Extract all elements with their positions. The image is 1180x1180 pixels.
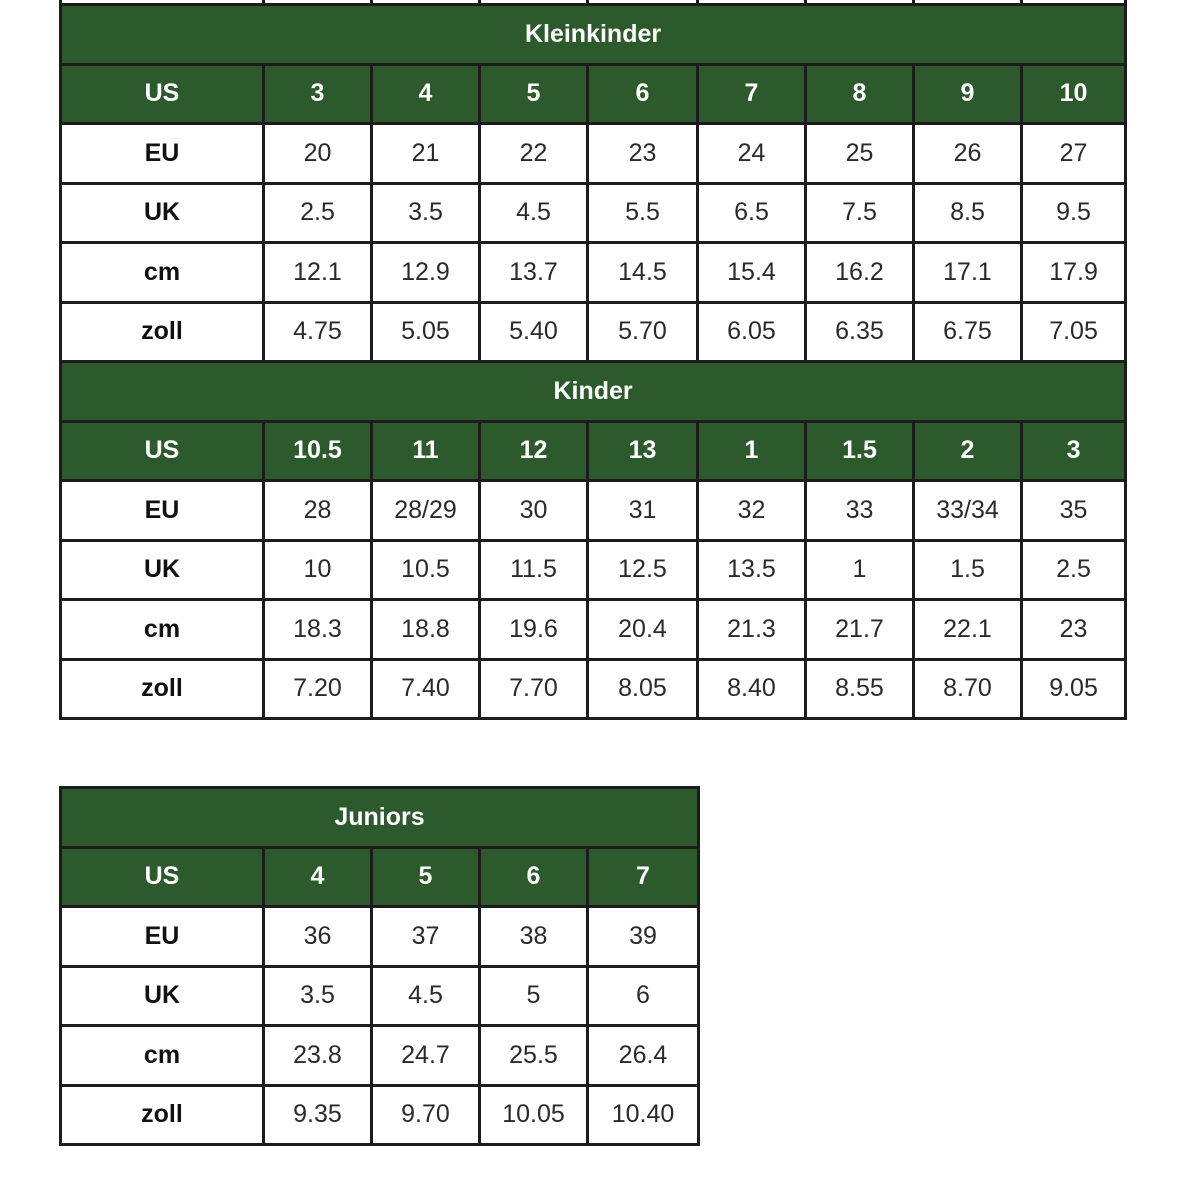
size-cell: 8 [806,64,914,124]
size-cell: 22 [480,124,588,184]
size-cell: 32 [698,481,806,541]
size-cell: 7 [698,64,806,124]
size-cell: 7.40 [372,659,480,719]
size-row-eu [61,481,1126,541]
size-cell: 37 [372,907,480,967]
size-cell: 5 [480,966,588,1026]
row-label: zoll [61,302,264,362]
size-cell: 3.5 [264,966,372,1026]
size-cell: 1.5 [806,421,914,481]
section-kleinkinder [61,5,1126,362]
size-cell: 3 [1022,421,1126,481]
size-cell: 16.2 [806,243,914,303]
size-cell: 11 [372,421,480,481]
size-cell: 17.9 [1022,243,1126,303]
row-label: EU [61,907,264,967]
size-cell: 5 [372,847,480,907]
size-cell: 7.70 [480,659,588,719]
size-cell: 8.55 [806,659,914,719]
size-cell: 26 [914,124,1022,184]
size-cell: 2.5 [264,183,372,243]
size-row-uk [61,540,1126,600]
size-cell: 7 [588,847,699,907]
size-row-us [61,847,699,907]
size-cell: 17.1 [914,243,1022,303]
size-cell: 28 [264,481,372,541]
size-row-uk [61,966,699,1026]
size-cell: 10.40 [588,1085,699,1145]
size-cell: 3.5 [372,183,480,243]
size-cell: 8.70 [914,659,1022,719]
size-cell: 20.4 [588,600,698,660]
row-label: cm [61,600,264,660]
size-cell: 5.05 [372,302,480,362]
size-cell: 1 [806,540,914,600]
size-cell: 13 [588,421,698,481]
size-cell: 8.05 [588,659,698,719]
size-cell: 6 [588,966,699,1026]
size-cell: 5.40 [480,302,588,362]
row-label: EU [61,124,264,184]
size-cell: 35 [1022,481,1126,541]
size-cell: 12.1 [264,243,372,303]
size-cell: 6.75 [914,302,1022,362]
row-label: US [61,64,264,124]
size-cell: 2.5 [1022,540,1126,600]
size-cell: 6 [588,64,698,124]
size-cell: 22.1 [914,600,1022,660]
section-title: Kleinkinder [61,5,1126,65]
size-cell: 39 [588,907,699,967]
size-chart-table [59,3,1127,720]
size-cell: 25.5 [480,1026,588,1086]
size-cell: 4.75 [264,302,372,362]
size-row-us [61,64,1126,124]
section-kinder [61,362,1126,719]
section-title-row [61,5,1126,65]
size-cell: 12.9 [372,243,480,303]
size-row-us [61,421,1126,481]
size-cell: 6 [480,847,588,907]
size-row-cm [61,1026,699,1086]
size-cell: 19.6 [480,600,588,660]
size-cell: 6.35 [806,302,914,362]
size-cell: 15.4 [698,243,806,303]
size-cell: 8.5 [914,183,1022,243]
size-cell: 9 [914,64,1022,124]
size-cell: 12 [480,421,588,481]
row-label: zoll [61,659,264,719]
size-cell: 23.8 [264,1026,372,1086]
section-title: Kinder [61,362,1126,422]
size-cell: 6.5 [698,183,806,243]
row-label: EU [61,481,264,541]
size-cell: 10.05 [480,1085,588,1145]
size-cell: 4 [372,64,480,124]
size-cell: 31 [588,481,698,541]
size-cell: 21.7 [806,600,914,660]
size-row-uk [61,183,1126,243]
size-cell: 13.7 [480,243,588,303]
size-cell: 3 [264,64,372,124]
size-cell: 21 [372,124,480,184]
size-cell: 25 [806,124,914,184]
size-cell: 4.5 [372,966,480,1026]
size-cell: 10.5 [372,540,480,600]
size-cell: 11.5 [480,540,588,600]
size-row-cm [61,243,1126,303]
size-row-zoll [61,302,1126,362]
size-cell: 26.4 [588,1026,699,1086]
size-chart-table-juniors [59,786,700,1146]
size-cell: 10 [1022,64,1126,124]
size-row-cm [61,600,1126,660]
row-label: UK [61,183,264,243]
size-cell: 6.05 [698,302,806,362]
size-cell: 18.8 [372,600,480,660]
size-cell: 8.40 [698,659,806,719]
size-cell: 36 [264,907,372,967]
section-title: Juniors [61,788,699,848]
size-cell: 7.20 [264,659,372,719]
size-cell: 4.5 [480,183,588,243]
size-cell: 1.5 [914,540,1022,600]
size-cell: 12.5 [588,540,698,600]
size-cell: 10 [264,540,372,600]
size-cell: 5.70 [588,302,698,362]
row-label: UK [61,966,264,1026]
size-cell: 1 [698,421,806,481]
size-cell: 33 [806,481,914,541]
row-label: US [61,421,264,481]
size-cell: 14.5 [588,243,698,303]
section-juniors [61,788,699,1145]
section-title-row [61,788,699,848]
size-cell: 23 [588,124,698,184]
row-label: zoll [61,1085,264,1145]
size-cell: 18.3 [264,600,372,660]
size-cell: 4 [264,847,372,907]
size-cell: 24 [698,124,806,184]
size-cell: 20 [264,124,372,184]
size-cell: 13.5 [698,540,806,600]
size-cell: 2 [914,421,1022,481]
section-title-row [61,362,1126,422]
size-cell: 5.5 [588,183,698,243]
size-cell: 28/29 [372,481,480,541]
size-cell: 30 [480,481,588,541]
row-label: US [61,847,264,907]
row-label: UK [61,540,264,600]
size-cell: 38 [480,907,588,967]
size-row-eu [61,907,699,967]
size-cell: 7.5 [806,183,914,243]
size-row-zoll [61,659,1126,719]
row-label: cm [61,243,264,303]
size-cell: 21.3 [698,600,806,660]
size-cell: 9.05 [1022,659,1126,719]
size-cell: 9.35 [264,1085,372,1145]
size-cell: 27 [1022,124,1126,184]
size-cell: 9.5 [1022,183,1126,243]
size-cell: 10.5 [264,421,372,481]
size-cell: 5 [480,64,588,124]
size-cell: 24.7 [372,1026,480,1086]
size-row-eu [61,124,1126,184]
size-cell: 23 [1022,600,1126,660]
size-cell: 33/34 [914,481,1022,541]
row-label: cm [61,1026,264,1086]
size-row-zoll [61,1085,699,1145]
size-cell: 7.05 [1022,302,1126,362]
size-cell: 9.70 [372,1085,480,1145]
